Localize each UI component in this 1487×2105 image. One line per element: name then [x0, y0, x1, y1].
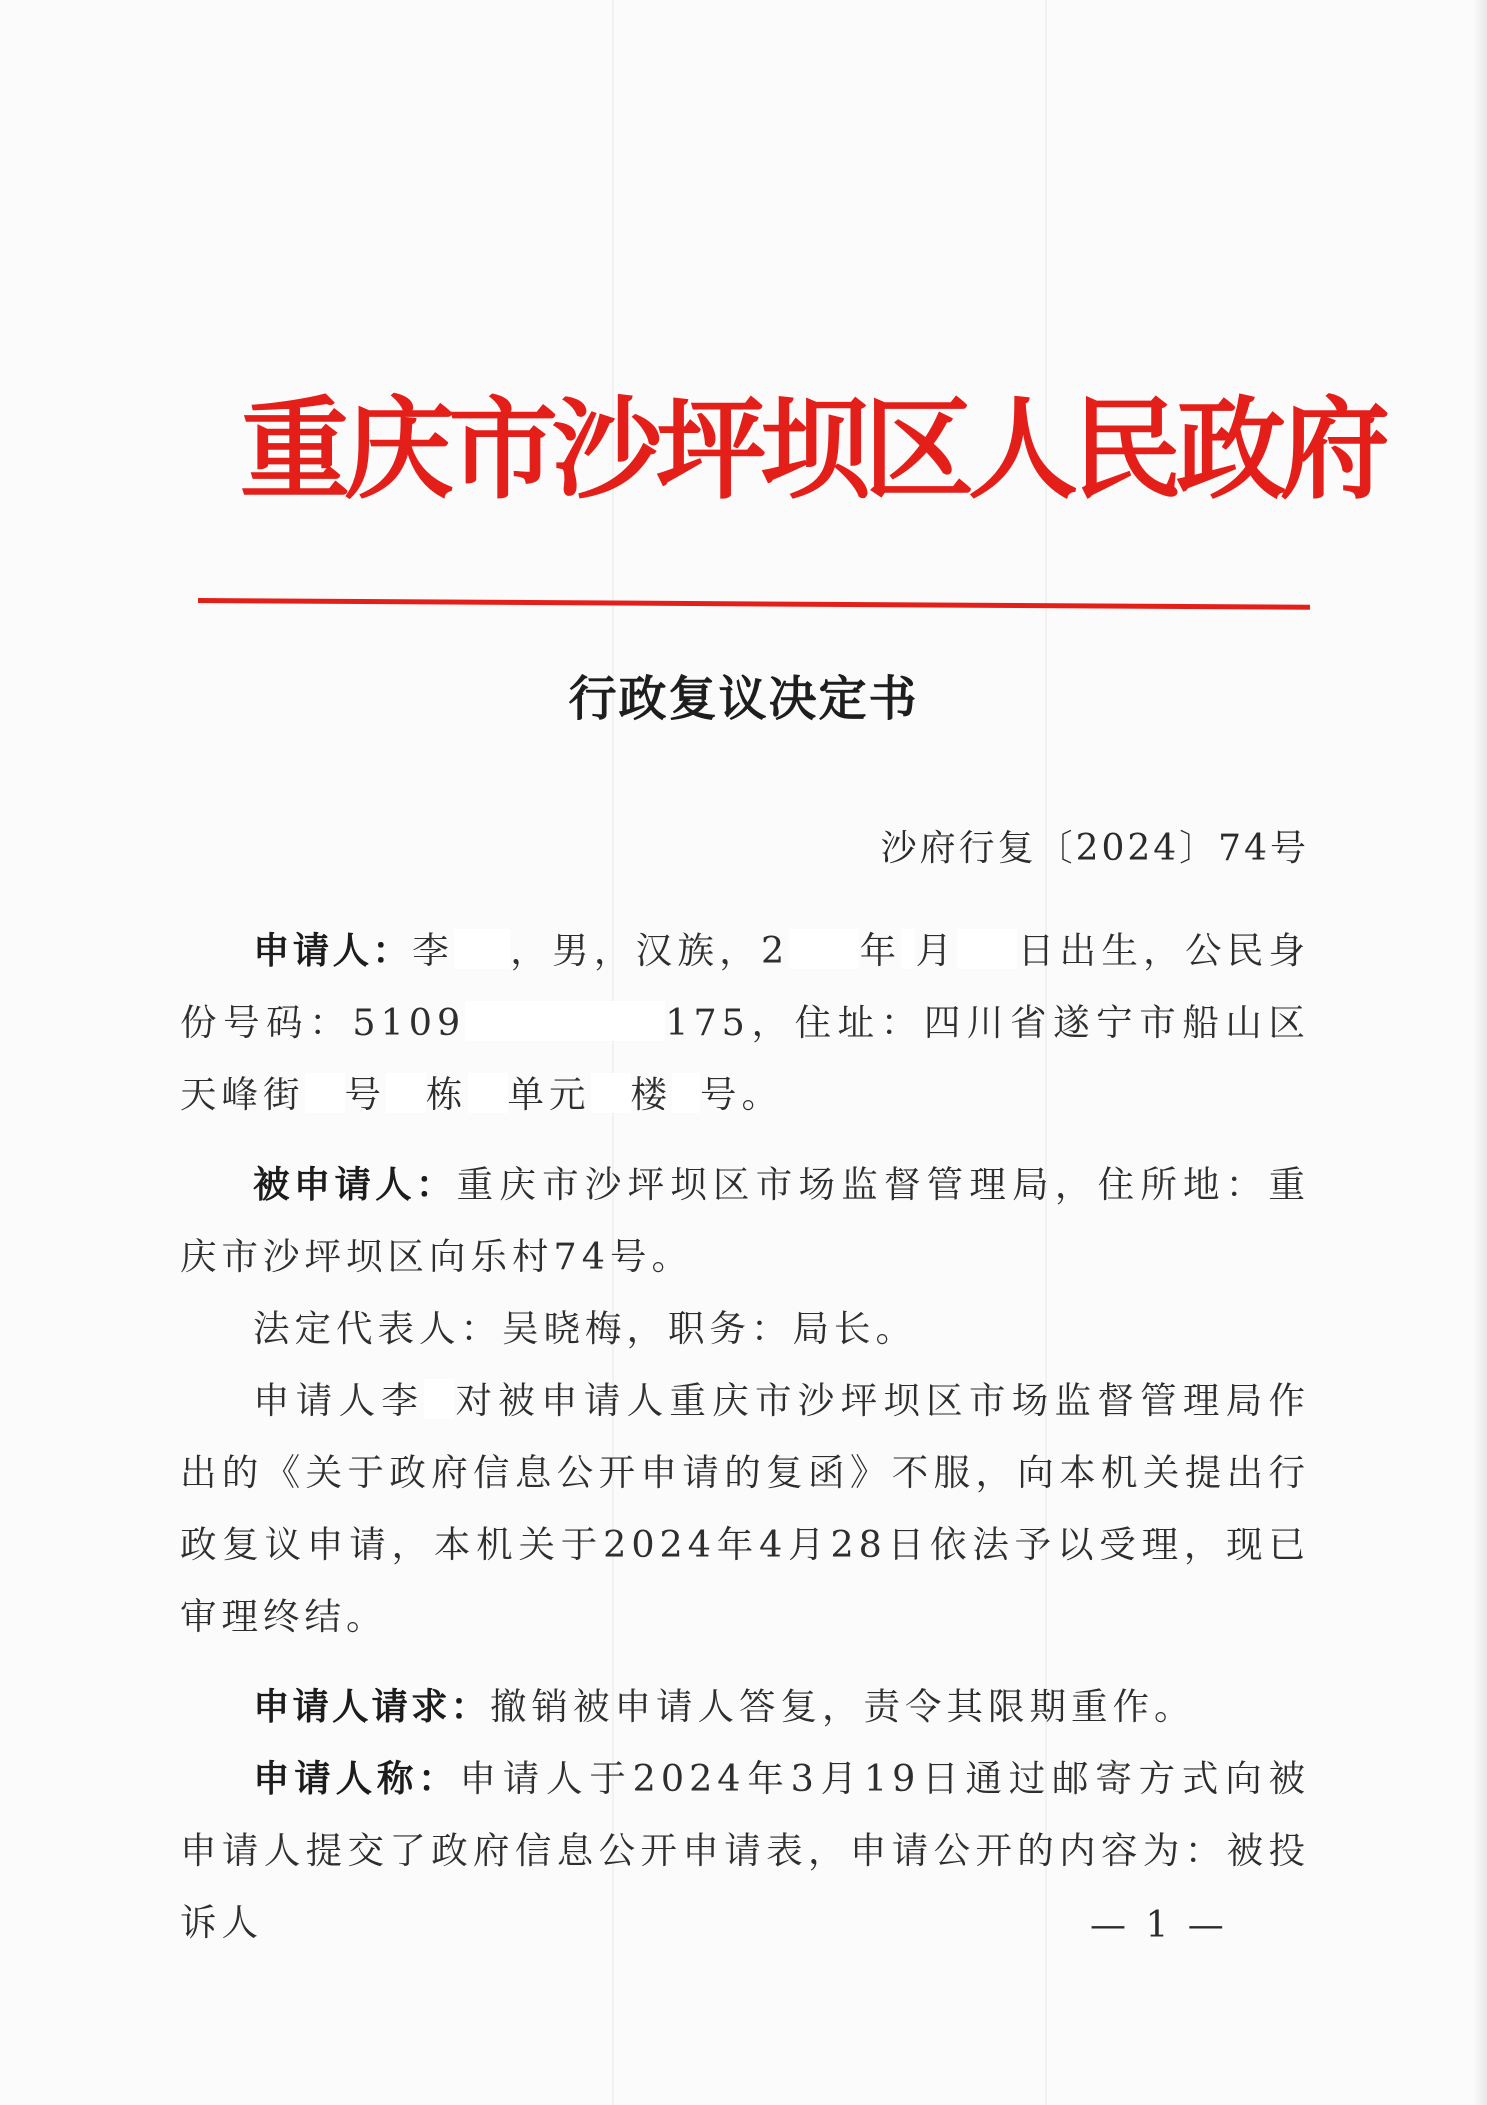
redaction-box	[901, 929, 915, 969]
agency-header: 重庆市沙坪坝区人民政府	[240, 385, 1384, 514]
document-body	[180, 915, 1310, 1959]
applicant-label: 申请人：	[253, 929, 413, 972]
redaction-box	[789, 929, 859, 969]
respondent-label: 被申请人：	[253, 1163, 457, 1206]
claim-paragraph: 申请人称：申请人于2024年3月19日通过邮寄方式向被申请人提交了政府信息公开申请表，申请公开的内容为：被投诉人	[180, 1757, 1310, 1944]
claim-label: 申请人称：	[253, 1757, 460, 1800]
redaction-box	[465, 1001, 665, 1041]
redaction-box	[305, 1073, 345, 1113]
redaction-box	[468, 1073, 508, 1113]
request-label: 申请人请求：	[253, 1685, 490, 1728]
redaction-box	[672, 1073, 700, 1113]
page-number: — 1 —	[1090, 1905, 1228, 1946]
legal-representative: 法定代表人：吴晓梅，职务：局长。	[253, 1307, 917, 1350]
redaction-box	[957, 929, 1017, 969]
redaction-box	[454, 929, 510, 969]
document-title: 行政复议决定书	[568, 671, 919, 727]
intro-paragraph: 申请人李 对被申请人重庆市沙坪坝区市场监督管理局作出的《关于政府信息公开申请的复函》不服，向本机关提出行政复议申请，本机关于2024年4月28日依法予以受理，现已审理终结。	[180, 1379, 1311, 1638]
red-divider-line	[198, 598, 1310, 610]
redaction-box	[591, 1073, 631, 1113]
redaction-box	[424, 1379, 454, 1419]
applicant-paragraph: 申请人：李 ，男，汉族，2 年 月 日出生，公民身份号码：5109 175，住址：四川省遂宁市船山区天峰街 号 栋 单元 楼 号。	[180, 929, 1311, 1116]
respondent-paragraph: 被申请人：重庆市沙坪坝区市场监督管理局，住所地：重庆市沙坪坝区向乐村74号。	[180, 1163, 1311, 1278]
redaction-box	[386, 1073, 426, 1113]
request-paragraph: 申请人请求：撤销被申请人答复，责令其限期重作。	[253, 1685, 1196, 1728]
document-number: 沙府行复〔2024〕74号	[880, 828, 1309, 869]
scan-page-edge	[1473, 0, 1487, 2105]
